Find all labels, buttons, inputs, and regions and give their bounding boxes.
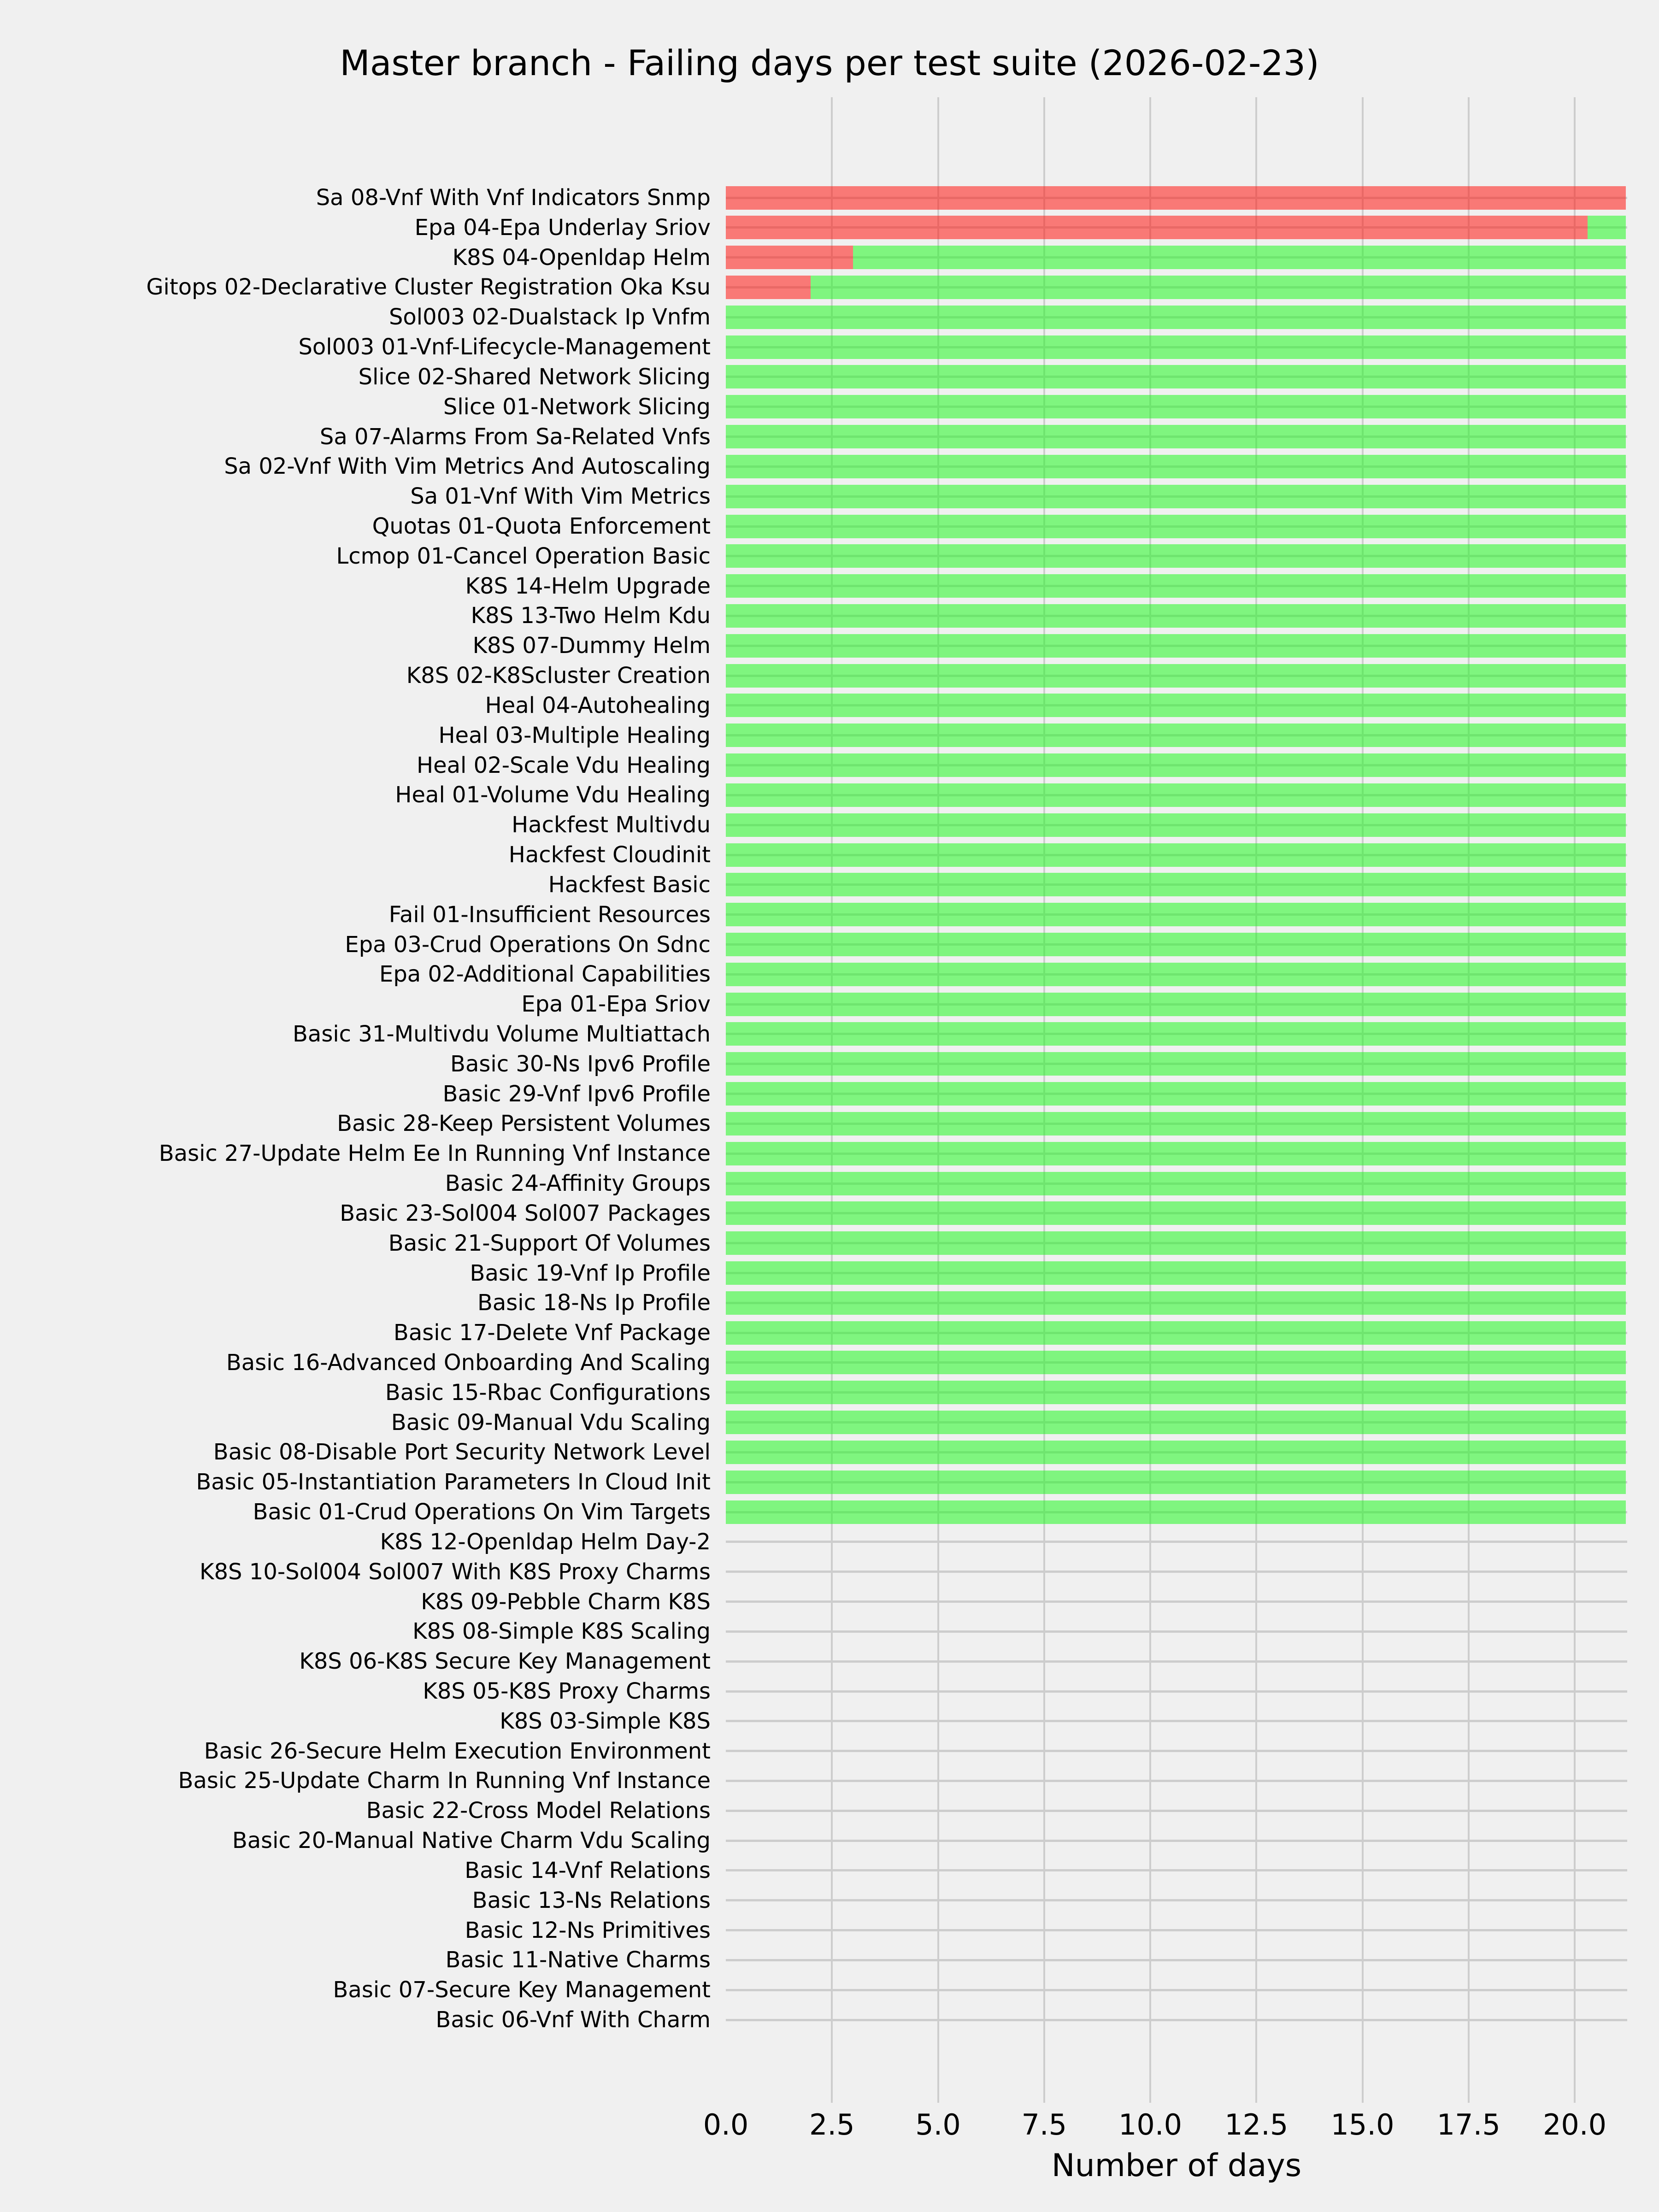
row-baseline <box>726 1541 1627 1543</box>
y-tick-label: Basic 28-Keep Persistent Volumes <box>337 1111 711 1137</box>
y-tick-label: Basic 31-Multivdu Volume Multiattach <box>292 1021 711 1047</box>
y-tick-label: Basic 22-Cross Model Relations <box>366 1798 711 1824</box>
bar-segment-passing <box>726 515 1626 538</box>
bar-segment-passing <box>726 1471 1626 1494</box>
row-baseline <box>726 1720 1627 1722</box>
x-tick-label: 5.0 <box>915 2108 961 2141</box>
bar-segment-passing <box>726 455 1626 478</box>
y-tick-label: Basic 09-Manual Vdu Scaling <box>391 1409 711 1435</box>
y-tick-label: Basic 27-Update Helm Ee In Running Vnf Instance <box>159 1141 711 1167</box>
y-tick-label: K8S 09-Pebble Charm K8S <box>421 1588 711 1615</box>
row-baseline <box>726 2019 1627 2021</box>
y-tick-label: Hackfest Multivdu <box>512 812 711 838</box>
x-tick-label: 7.5 <box>1021 2108 1067 2141</box>
x-tick-label: 15.0 <box>1330 2108 1394 2141</box>
x-axis-title: Number of days <box>1051 2147 1302 2184</box>
y-tick-label: Basic 23-Sol004 Sol007 Packages <box>340 1200 711 1226</box>
y-tick-label: Hackfest Basic <box>548 871 711 898</box>
y-tick-label: Basic 21-Support Of Volumes <box>388 1230 711 1256</box>
bar-segment-passing <box>726 694 1626 717</box>
bar-segment-passing <box>726 1082 1626 1106</box>
y-tick-label: K8S 12-Openldap Helm Day-2 <box>380 1529 711 1555</box>
y-tick-label: Heal 04-Autohealing <box>485 692 711 718</box>
y-tick-label: Basic 29-Vnf Ipv6 Profile <box>442 1081 711 1107</box>
y-tick-label: Basic 20-Manual Native Charm Vdu Scaling <box>232 1828 711 1854</box>
bar-segment-passing <box>726 485 1626 508</box>
bar-segment-passing <box>726 1052 1626 1076</box>
x-tick-label: 0.0 <box>703 2108 749 2141</box>
y-tick-label: Basic 17-Delete Vnf Package <box>393 1320 711 1346</box>
bar-segment-passing <box>726 1411 1626 1434</box>
y-tick-label: Lcmop 01-Cancel Operation Basic <box>336 543 711 569</box>
y-tick-label: K8S 04-Openldap Helm <box>452 244 711 271</box>
y-tick-label: Basic 01-Crud Operations On Vim Targets <box>253 1499 711 1525</box>
bar-segment-passing <box>1588 216 1626 239</box>
y-tick-label: Sa 08-Vnf With Vnf Indicators Snmp <box>316 185 711 211</box>
y-tick-label: Sol003 02-Dualstack Ip Vnfm <box>388 304 711 330</box>
y-tick-label: Basic 06-Vnf With Charm <box>435 2007 711 2033</box>
y-tick-label: Quotas 01-Quota Enforcement <box>372 513 711 540</box>
row-baseline <box>726 1660 1627 1663</box>
y-tick-label: Slice 01-Network Slicing <box>443 394 711 420</box>
y-tick-label: K8S 02-K8Scluster Creation <box>406 663 711 689</box>
x-tick-label: 20.0 <box>1542 2108 1607 2141</box>
bar-segment-passing <box>726 1500 1626 1524</box>
y-tick-label: Basic 05-Instantiation Parameters In Cloud Init <box>196 1469 711 1495</box>
bar-segment-failing <box>726 246 853 269</box>
row-baseline <box>726 1630 1627 1633</box>
row-baseline <box>726 1810 1627 1812</box>
bar-segment-passing <box>726 574 1626 598</box>
row-baseline <box>726 1571 1627 1573</box>
bar-segment-failing <box>726 186 1626 210</box>
y-tick-label: K8S 14-Helm Upgrade <box>465 573 711 599</box>
bar-segment-passing <box>726 1112 1626 1135</box>
plot-area <box>726 97 1627 2103</box>
y-tick-label: Fail 01-Insufficient Resources <box>388 901 711 928</box>
bar-segment-passing <box>726 1291 1626 1315</box>
bar-segment-passing <box>726 843 1626 867</box>
row-baseline <box>726 1929 1627 1931</box>
y-tick-label: Heal 01-Volume Vdu Healing <box>395 782 711 808</box>
x-tick-label: 17.5 <box>1436 2108 1500 2141</box>
y-tick-label: Basic 18-Ns Ip Profile <box>477 1290 711 1316</box>
y-tick-label: Heal 03-Multiple Healing <box>438 722 711 748</box>
row-baseline <box>726 1899 1627 1901</box>
bar-segment-passing <box>726 634 1626 658</box>
bar-segment-passing <box>726 813 1626 837</box>
bar-segment-passing <box>726 604 1626 628</box>
bar-segment-passing <box>726 335 1626 359</box>
bar-segment-passing <box>726 903 1626 926</box>
row-baseline <box>726 1750 1627 1752</box>
y-tick-label: Basic 07-Secure Key Management <box>333 1977 711 2003</box>
y-tick-label: Heal 02-Scale Vdu Healing <box>416 752 711 778</box>
x-tick-label: 12.5 <box>1224 2108 1288 2141</box>
y-tick-label: Epa 03-Crud Operations On Sdnc <box>345 931 711 958</box>
row-baseline <box>726 1690 1627 1693</box>
bar-segment-passing <box>726 963 1626 986</box>
y-tick-label: Sol003 01-Vnf-Lifecycle-Management <box>298 334 711 360</box>
row-baseline <box>726 1780 1627 1782</box>
bar-segment-passing <box>726 664 1626 688</box>
bar-segment-passing <box>726 933 1626 956</box>
y-tick-label: Basic 19-Vnf Ip Profile <box>470 1260 711 1286</box>
bar-segment-passing <box>726 544 1626 568</box>
bar-segment-passing <box>726 1351 1626 1374</box>
bar-segment-passing <box>726 1441 1626 1464</box>
y-tick-label: Basic 14-Vnf Relations <box>465 1857 711 1883</box>
y-tick-label: Basic 24-Affinity Groups <box>445 1171 711 1197</box>
bar-segment-passing <box>726 1022 1626 1046</box>
bar-segment-passing <box>726 1201 1626 1225</box>
y-tick-label: Basic 25-Update Charm In Running Vnf Instance <box>178 1768 711 1794</box>
bar-segment-passing <box>726 753 1626 777</box>
bar-segment-passing <box>811 276 1625 299</box>
chart-title: Master branch - Failing days per test suite (2026-02-23) <box>340 42 1319 83</box>
row-baseline <box>726 1869 1627 1871</box>
y-tick-label: Basic 30-Ns Ipv6 Profile <box>450 1051 711 1077</box>
y-tick-label: Basic 13-Ns Relations <box>472 1887 711 1913</box>
bar-segment-passing <box>726 1381 1626 1404</box>
y-tick-label: Epa 04-Epa Underlay Sriov <box>414 214 711 241</box>
y-tick-label: K8S 05-K8S Proxy Charms <box>423 1678 711 1704</box>
bar-segment-passing <box>726 395 1626 418</box>
y-tick-label: K8S 10-Sol004 Sol007 With K8S Proxy Charms <box>200 1559 711 1585</box>
bar-segment-passing <box>726 306 1626 329</box>
bar-segment-passing <box>726 783 1626 807</box>
y-tick-label: Sa 02-Vnf With Vim Metrics And Autoscaling <box>224 453 711 480</box>
bar-segment-failing <box>726 276 811 299</box>
y-tick-label: Epa 02-Additional Capabilities <box>379 961 711 988</box>
row-baseline <box>726 1840 1627 1842</box>
bar-segment-passing <box>726 1261 1626 1285</box>
bar-segment-passing <box>726 873 1626 896</box>
bar-segment-passing <box>853 246 1625 269</box>
y-tick-label: Slice 02-Shared Network Slicing <box>358 364 711 390</box>
y-tick-label: K8S 13-Two Helm Kdu <box>471 603 711 629</box>
y-tick-label: K8S 03-Simple K8S <box>500 1708 711 1734</box>
bar-segment-passing <box>726 1231 1626 1255</box>
y-tick-label: K8S 07-Dummy Helm <box>472 633 711 659</box>
x-tick-label: 2.5 <box>809 2108 855 2141</box>
y-tick-label: Basic 12-Ns Primitives <box>465 1917 711 1943</box>
y-tick-label: Basic 26-Secure Helm Execution Environment <box>204 1738 711 1764</box>
y-tick-label: K8S 06-K8S Secure Key Management <box>299 1648 711 1675</box>
y-tick-label: Basic 11-Native Charms <box>445 1947 711 1973</box>
bar-segment-failing <box>726 216 1588 239</box>
y-tick-label: Epa 01-Epa Sriov <box>521 991 711 1018</box>
bar-segment-passing <box>726 993 1626 1016</box>
bar-segment-passing <box>726 365 1626 388</box>
y-tick-label: Basic 15-Rbac Configurations <box>385 1379 711 1406</box>
bar-segment-passing <box>726 1321 1626 1345</box>
y-tick-label: Hackfest Cloudinit <box>508 842 711 868</box>
bar-segment-passing <box>726 724 1626 747</box>
y-tick-label: Basic 16-Advanced Onboarding And Scaling <box>226 1349 711 1376</box>
y-tick-label: Gitops 02-Declarative Cluster Registration Oka Ksu <box>146 274 711 300</box>
y-tick-label: K8S 08-Simple K8S Scaling <box>412 1618 711 1645</box>
row-baseline <box>726 1600 1627 1603</box>
bar-segment-passing <box>726 1142 1626 1165</box>
row-baseline <box>726 1989 1627 1991</box>
y-tick-label: Basic 08-Disable Port Security Network Level <box>213 1439 711 1465</box>
y-tick-label: Sa 01-Vnf With Vim Metrics <box>410 483 711 510</box>
y-tick-label: Sa 07-Alarms From Sa-Related Vnfs <box>319 424 711 450</box>
row-baseline <box>726 1959 1627 1961</box>
bar-segment-passing <box>726 1172 1626 1195</box>
x-tick-label: 10.0 <box>1118 2108 1182 2141</box>
bar-segment-passing <box>726 425 1626 448</box>
